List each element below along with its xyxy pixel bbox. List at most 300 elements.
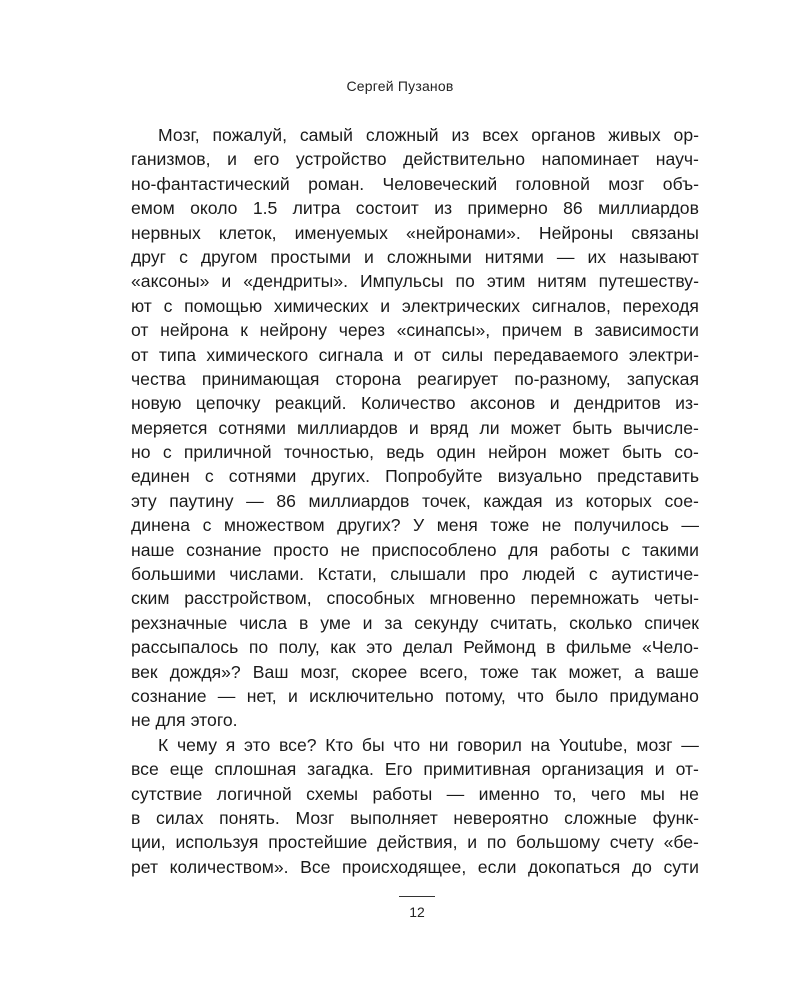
word: этого.	[190, 710, 238, 731]
word: большому	[516, 832, 600, 853]
word: век	[131, 661, 158, 682]
word: 86	[276, 490, 296, 511]
word: типа	[158, 344, 197, 365]
word: полу,	[278, 637, 320, 658]
word: но	[131, 442, 151, 463]
text-line	[131, 245, 699, 269]
word: реагирует	[417, 368, 499, 389]
word: работы	[372, 783, 433, 804]
word: рехзначные	[131, 612, 228, 633]
word: что	[517, 685, 544, 706]
text-line	[131, 196, 699, 220]
word: понять.	[219, 807, 280, 828]
word: с	[588, 564, 598, 585]
word: сотнями	[218, 417, 287, 438]
word: действия,	[377, 832, 458, 853]
word: каждая	[483, 490, 543, 511]
word: дендритов	[574, 393, 661, 414]
word: за	[384, 612, 403, 633]
word: быть	[572, 417, 613, 438]
word: так	[531, 661, 557, 682]
word: Человеческий	[382, 173, 498, 194]
word: Кстати,	[317, 564, 377, 585]
word: придумано	[609, 685, 699, 706]
word: сознание	[131, 685, 207, 706]
word: всего,	[419, 661, 468, 682]
word: точек,	[421, 490, 471, 511]
word: про	[479, 564, 509, 585]
text-line	[131, 367, 699, 391]
word: получилось	[573, 515, 669, 536]
word: и	[654, 759, 665, 780]
word: до	[631, 856, 652, 877]
word: может,	[568, 661, 623, 682]
word: в	[573, 320, 584, 341]
word: других?	[337, 515, 401, 536]
word: через	[338, 320, 385, 341]
text-line	[131, 782, 699, 806]
word: живых	[608, 125, 661, 145]
word: может	[510, 417, 562, 438]
page-number: 12	[409, 904, 425, 920]
word: и	[362, 612, 373, 633]
word: —	[681, 515, 699, 536]
word: аутистиче-	[611, 564, 699, 585]
word: миллиардов	[598, 198, 699, 219]
word: мгновенно	[429, 588, 516, 609]
word: для	[508, 539, 539, 560]
word: и	[227, 149, 237, 170]
word: количеством».	[169, 856, 289, 877]
word: Нейроны	[538, 222, 614, 243]
body-text	[131, 123, 699, 879]
text-line	[131, 806, 699, 830]
word: объ-	[662, 173, 699, 194]
text-line	[131, 172, 699, 196]
text-line	[131, 830, 699, 854]
word: действительно	[403, 149, 526, 170]
word: ции,	[131, 832, 166, 853]
word: сложные	[564, 807, 637, 828]
text-line	[131, 221, 699, 245]
word: логичной	[216, 783, 292, 804]
word: докопаться	[528, 856, 621, 877]
word: Реймонд	[463, 637, 536, 658]
word: такими	[641, 539, 699, 560]
word: сотнями	[228, 466, 297, 487]
word: сложный	[365, 125, 439, 145]
word: меня	[436, 515, 478, 536]
word: литра	[292, 198, 341, 219]
word: вряд	[429, 417, 469, 438]
word: К	[158, 734, 169, 755]
word: сложными	[386, 246, 472, 267]
word: точностью,	[283, 442, 374, 463]
word: Ваш	[252, 661, 289, 682]
word: органов	[531, 125, 596, 145]
word: —	[556, 246, 575, 267]
word: не	[541, 515, 562, 536]
text-line	[131, 464, 699, 488]
word: спичек	[644, 612, 699, 633]
word: числами.	[229, 564, 305, 585]
word: для	[155, 710, 186, 731]
word: чего	[591, 783, 626, 804]
word: по	[248, 637, 269, 658]
word: нет,	[246, 685, 277, 706]
word: 1.5	[252, 198, 278, 219]
word: с	[162, 442, 172, 463]
word: помощью	[184, 295, 263, 316]
word: делал	[402, 637, 453, 658]
word: этим	[486, 271, 526, 292]
word: и	[408, 417, 419, 438]
word: перемножать	[530, 588, 640, 609]
word: наше	[131, 539, 175, 560]
word: состоит	[355, 198, 419, 219]
word: простыми	[270, 246, 352, 267]
word: Мозг	[295, 807, 335, 828]
word: пожалуй,	[212, 125, 287, 145]
word: и	[467, 832, 478, 853]
word: из-	[675, 393, 699, 414]
word: запуская	[626, 368, 699, 389]
word: друг	[131, 246, 167, 267]
word: электрических	[401, 295, 521, 316]
word: именуемых	[294, 222, 388, 243]
word: и	[287, 685, 298, 706]
word: организация	[541, 759, 644, 780]
word: мозг	[608, 173, 645, 194]
word: переходя	[622, 295, 699, 316]
word: но-фантастический	[131, 173, 290, 194]
word: сплошная	[214, 759, 297, 780]
word: происходящее,	[341, 856, 467, 877]
text-line	[131, 343, 699, 367]
word: на	[530, 734, 551, 755]
word: нервных	[131, 222, 201, 243]
word: просто	[273, 539, 329, 560]
word: называют	[619, 246, 699, 267]
text-line	[131, 708, 699, 732]
word: нейрон	[488, 442, 547, 463]
word: фильме	[565, 637, 632, 658]
word: слышали	[390, 564, 466, 585]
word: из	[434, 198, 453, 219]
word: считать,	[490, 612, 558, 633]
text-line	[131, 611, 699, 635]
word: по-разному,	[514, 368, 611, 389]
word: ским	[131, 588, 170, 609]
word: цепочку	[195, 393, 261, 414]
word: зависимости	[594, 320, 699, 341]
word: всех	[482, 125, 519, 145]
word: Его	[384, 759, 413, 780]
word: сторона	[335, 368, 402, 389]
word: используя	[175, 832, 259, 853]
footer-rule	[399, 896, 435, 897]
word: путешеству-	[598, 271, 699, 292]
word: самый	[299, 125, 353, 145]
word: передаваемого	[493, 344, 619, 365]
word: с	[621, 539, 631, 560]
word: это	[244, 734, 271, 755]
word: примерно	[467, 198, 548, 219]
word: Кто	[325, 734, 354, 755]
text-line	[131, 440, 699, 464]
word: нейрону	[259, 320, 328, 341]
word: устройство	[295, 149, 387, 170]
word: было	[555, 685, 599, 706]
word: приспособлено	[371, 539, 497, 560]
word: чества	[131, 368, 186, 389]
word: загадка.	[307, 759, 374, 780]
word: тоже	[479, 661, 519, 682]
word: миллиардов	[297, 417, 398, 438]
word: схемы	[306, 783, 359, 804]
word: визуально	[497, 466, 583, 487]
word: —	[446, 783, 465, 804]
text-line	[131, 416, 699, 440]
word: а	[634, 661, 644, 682]
text-line	[131, 586, 699, 610]
word: паутину	[169, 490, 234, 511]
word: из	[555, 490, 574, 511]
word: Youtube,	[558, 734, 628, 755]
text-line	[131, 562, 699, 586]
word: Все	[300, 856, 331, 877]
word: электри-	[628, 344, 699, 365]
word: приличной	[183, 442, 272, 463]
word: к	[240, 320, 248, 341]
word: большими	[131, 564, 216, 585]
word: меряется	[131, 417, 208, 438]
word: связаны	[631, 222, 699, 243]
word: ваше	[656, 661, 699, 682]
word: реакций.	[274, 393, 347, 414]
word: в	[298, 612, 309, 633]
word: которых	[585, 490, 652, 511]
word: скорее	[351, 661, 408, 682]
running-head: Сергей Пузанов	[346, 78, 454, 94]
word: со-	[674, 442, 699, 463]
word: других.	[311, 466, 371, 487]
word: ют	[131, 295, 152, 316]
text-line	[131, 513, 699, 537]
word: эту	[131, 490, 157, 511]
word: представить	[597, 466, 699, 487]
text-line	[131, 269, 699, 293]
text-line	[131, 635, 699, 659]
word: из	[451, 125, 470, 145]
word: и	[393, 344, 404, 365]
word: мозг	[636, 734, 673, 755]
word: «нейронами».	[406, 222, 521, 243]
word: мозг,	[300, 661, 340, 682]
word: ни	[428, 734, 449, 755]
word: говорил	[457, 734, 522, 755]
word: ли	[479, 417, 500, 438]
text-line	[131, 660, 699, 684]
word: миллиардов	[308, 490, 410, 511]
word: —	[217, 685, 236, 706]
word: секунду	[414, 612, 479, 633]
word: по	[486, 832, 507, 853]
text-line	[131, 855, 699, 879]
word: химических	[273, 295, 369, 316]
word: не	[131, 710, 151, 731]
word: способных	[326, 588, 415, 609]
text-line	[131, 147, 699, 171]
word: роман.	[308, 173, 365, 194]
word: сое-	[664, 490, 699, 511]
word: силах	[156, 807, 204, 828]
word: сигналов,	[531, 295, 611, 316]
word: головной	[515, 173, 590, 194]
word: емом	[131, 198, 175, 219]
word: Попробуйте	[385, 466, 483, 487]
word: в	[546, 637, 556, 658]
word: от	[413, 344, 432, 365]
word: и	[549, 393, 560, 414]
word: сути	[663, 856, 699, 877]
word: с	[163, 295, 173, 316]
word: функ-	[652, 807, 699, 828]
word: нитями	[484, 246, 544, 267]
word: аксонов	[469, 393, 536, 414]
word: все	[131, 759, 159, 780]
word: то,	[554, 783, 577, 804]
word: силы	[441, 344, 484, 365]
word: и	[380, 295, 391, 316]
word: «Чело-	[642, 637, 699, 658]
word: с	[202, 515, 212, 536]
word: динена	[131, 515, 191, 536]
word: от	[131, 344, 149, 365]
word: химического	[206, 344, 309, 365]
word: ведь	[386, 442, 425, 463]
word: «дендриты».	[243, 271, 348, 292]
word: расстройством,	[184, 588, 312, 609]
text-line	[131, 294, 699, 318]
word: рассыпалось	[131, 637, 239, 658]
word: именно	[478, 783, 540, 804]
word: —	[681, 734, 699, 755]
word: единен	[131, 466, 190, 487]
text-line	[131, 733, 699, 757]
word: как	[330, 637, 356, 658]
text-line	[131, 538, 699, 562]
word: науч-	[655, 149, 699, 170]
word: четы-	[654, 588, 699, 609]
word: счету	[609, 832, 654, 853]
word: что	[393, 734, 421, 755]
word: множеством	[223, 515, 325, 536]
word: сколько	[569, 612, 633, 633]
word: примитивная	[423, 759, 531, 780]
word: Мозг,	[158, 125, 200, 145]
word: с	[204, 466, 214, 487]
word: и	[221, 271, 232, 292]
word: нитям	[537, 271, 587, 292]
word: Количество	[361, 393, 456, 414]
word: дождя»?	[169, 661, 241, 682]
word: еще	[169, 759, 204, 780]
word: У	[413, 515, 425, 536]
word: клеток,	[218, 222, 277, 243]
word: их	[587, 246, 607, 267]
word: его	[253, 149, 280, 170]
word: работы	[549, 539, 610, 560]
text-line	[131, 684, 699, 708]
word: причем	[501, 320, 562, 341]
word: тоже	[490, 515, 530, 536]
word: от	[131, 320, 149, 341]
word: Импульсы	[359, 271, 444, 292]
word: «аксоны»	[131, 271, 210, 292]
word: один	[436, 442, 476, 463]
word: все?	[279, 734, 317, 755]
word: принимающая	[201, 368, 320, 389]
text-line	[131, 318, 699, 342]
word: мы	[640, 783, 665, 804]
word: бы	[361, 734, 385, 755]
word: рет	[131, 856, 159, 877]
word: потому,	[444, 685, 506, 706]
word: простейшие	[268, 832, 368, 853]
word: по	[455, 271, 475, 292]
word: если	[477, 856, 517, 877]
word: уме	[320, 612, 351, 633]
word: выполняет	[350, 807, 438, 828]
word: новую	[131, 393, 182, 414]
word: чему	[176, 734, 218, 755]
word: около	[190, 198, 238, 219]
word: людей	[522, 564, 576, 585]
word: исключительно	[309, 685, 434, 706]
word: —	[246, 490, 264, 511]
word: напоминает	[541, 149, 640, 170]
word: числа	[239, 612, 288, 633]
word: с	[179, 246, 188, 267]
word: я	[225, 734, 236, 755]
text-line	[131, 489, 699, 513]
word: сигнала	[318, 344, 384, 365]
word: может	[558, 442, 610, 463]
word: не	[679, 783, 699, 804]
word: от-	[675, 759, 699, 780]
word: в	[131, 807, 141, 828]
word: быть	[622, 442, 662, 463]
word: это	[366, 637, 393, 658]
word: ганизмов,	[131, 149, 211, 170]
word: вычисле-	[623, 417, 699, 438]
word: ор-	[673, 125, 699, 145]
word: нейрона	[160, 320, 229, 341]
word: другом	[200, 246, 258, 267]
word: «бе-	[663, 832, 699, 853]
text-line	[131, 123, 699, 147]
text-line	[131, 757, 699, 781]
text-line	[131, 391, 699, 415]
word: 86	[563, 198, 583, 219]
word: и	[364, 246, 374, 267]
word: сутствие	[131, 783, 203, 804]
word: не	[340, 539, 360, 560]
word: сознание	[186, 539, 262, 560]
word: «синапсы»,	[396, 320, 491, 341]
word: невероятно	[453, 807, 549, 828]
